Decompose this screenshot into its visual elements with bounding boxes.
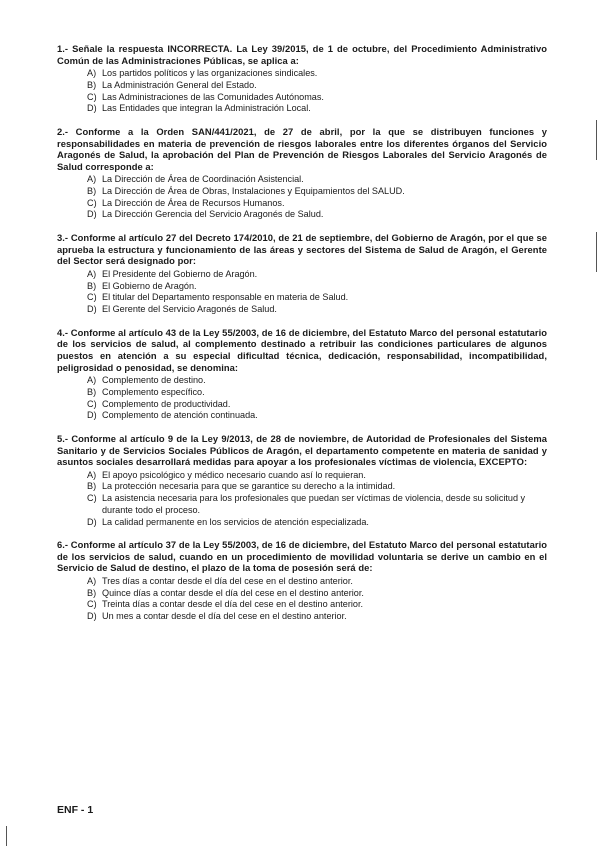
option-a: [87, 68, 547, 80]
option-c: [87, 292, 547, 304]
option-d: [87, 517, 547, 529]
option-text: Un mes a contar desde el día del cese en el destino anterior.: [102, 611, 347, 622]
option-c: [87, 493, 547, 516]
option-text: La Dirección de Área de Coordinación Asistencial.: [102, 174, 304, 185]
question-stem: 2.- Conforme a la Orden SAN/441/2021, de 27 de abril, por la que se distribuyen funciones y responsabilidades en materia de prevención de riesgos laborales entre los diferentes órganos del Servicio Aragonés de Salud, la aprobación del Plan de Prevención de Riesgos Laborales del Servicio Aragonés de Salud corresponde a:: [57, 126, 547, 172]
option-b: [87, 186, 547, 198]
option-letter: D): [87, 209, 97, 220]
option-text: Complemento de atención continuada.: [102, 410, 258, 421]
option-letter: B): [87, 587, 97, 598]
option-letter: B): [87, 386, 97, 397]
option-letter: C): [87, 493, 97, 504]
option-b: [87, 281, 547, 293]
question-2: [57, 126, 547, 221]
option-a: [87, 375, 547, 387]
question-stem: 4.- Conforme al artículo 43 de la Ley 55/2003, de 16 de diciembre, del Estatuto Marco del personal estatutario de los servicios de salud, al complemento destinado a retribuir las condiciones particulares de algunos puestos en atención a su especial dificultad técnica, dedicación, responsabilidad, incompatibilidad, peligrosidad o penosidad, se denomina:: [57, 326, 547, 373]
page-footer-code: ENF - 1: [57, 804, 94, 816]
question-stem: 6.- Conforme al artículo 37 de la Ley 55/2003, de 16 de diciembre, del Estatuto Marco del personal estatutario de los servicios de salud, cuando en un procedimiento de movilidad voluntaria se derive un cambio en el Servicio de Salud de destino, el plazo de la toma de posesión será de:: [57, 539, 547, 574]
option-d: [87, 611, 547, 623]
option-letter: A): [87, 268, 97, 279]
option-text: La Dirección de Área de Obras, Instalaciones y Equipamientos del SALUD.: [102, 186, 405, 197]
option-text: La calidad permanente en los servicios de atención especializada.: [102, 516, 369, 527]
option-text: La Dirección Gerencia del Servicio Aragonés de Salud.: [102, 209, 324, 220]
option-letter: A): [87, 174, 97, 185]
option-d: [87, 304, 547, 316]
option-b: [87, 80, 547, 92]
option-text: La Administración General del Estado.: [102, 79, 257, 90]
option-letter: B): [87, 79, 97, 90]
option-list: [57, 375, 547, 422]
option-a: [87, 174, 547, 186]
option-letter: B): [87, 481, 97, 492]
option-d: [87, 103, 547, 115]
option-letter: A): [87, 375, 97, 386]
option-letter: D): [87, 516, 97, 527]
option-text: La Dirección de Área de Recursos Humanos.: [102, 197, 285, 208]
question-list: [57, 43, 547, 634]
option-c: [87, 399, 547, 411]
option-text: Complemento de productividad.: [102, 398, 231, 409]
option-b: [87, 588, 547, 600]
option-b: [87, 481, 547, 493]
option-letter: C): [87, 398, 97, 409]
option-text: El apoyo psicológico y médico necesario cuando así lo requieran.: [102, 469, 366, 480]
option-text: La asistencia necesaria para los profesionales que puedan ser víctimas de violencia, desde su solicitud y durante todo el proceso.: [102, 493, 526, 515]
option-text: Treinta días a contar desde el día del cese en el destino anterior.: [102, 599, 364, 610]
option-letter: A): [87, 68, 97, 79]
option-text: El titular del Departamento responsable en materia de Salud.: [102, 292, 349, 303]
question-3: [57, 232, 547, 316]
question-1: [57, 43, 547, 115]
option-letter: D): [87, 304, 97, 315]
option-text: Los partidos políticos y las organizaciones sindicales.: [102, 68, 318, 79]
option-letter: C): [87, 197, 97, 208]
option-letter: A): [87, 576, 97, 587]
option-text: El Gerente del Servicio Aragonés de Salud.: [102, 304, 277, 315]
option-text: La protección necesaria para que se garantice su derecho a la intimidad.: [102, 481, 396, 492]
option-text: El Presidente del Gobierno de Aragón.: [102, 268, 258, 279]
option-d: [87, 209, 547, 221]
question-stem: 3.- Conforme al artículo 27 del Decreto 174/2010, de 21 de septiembre, del Gobierno de Aragón, por el que se aprueba la estructura y funcionamiento de las áreas y sectores del Sistema de Salud de Aragón, el Gerente del Sector será designado por:: [57, 232, 547, 267]
question-stem: 1.- Señale la respuesta INCORRECTA. La Ley 39/2015, de 1 de octubre, del Procedimiento Administrativo Común de las Administraciones Públicas, se aplica a:: [57, 43, 547, 66]
question-5: [57, 433, 547, 528]
option-list: [57, 470, 547, 529]
option-a: [87, 269, 547, 281]
option-letter: D): [87, 103, 97, 114]
option-letter: C): [87, 599, 97, 610]
option-letter: A): [87, 469, 97, 480]
option-list: [57, 174, 547, 221]
option-list: [57, 68, 547, 115]
option-letter: D): [87, 410, 97, 421]
option-letter: B): [87, 280, 97, 291]
option-list: [57, 269, 547, 316]
option-b: [87, 387, 547, 399]
scan-margin-mark: [596, 232, 597, 272]
option-a: [87, 470, 547, 482]
option-text: Quince días a contar desde el día del cese en el destino anterior.: [102, 587, 364, 598]
option-letter: C): [87, 292, 97, 303]
option-text: Las Entidades que integran la Administración Local.: [102, 103, 311, 114]
option-c: [87, 599, 547, 611]
option-letter: B): [87, 186, 97, 197]
question-4: [57, 327, 547, 422]
option-list: [57, 576, 547, 623]
option-c: [87, 92, 547, 104]
option-text: Complemento de destino.: [102, 375, 206, 386]
option-d: [87, 410, 547, 422]
option-c: [87, 198, 547, 210]
option-text: Complemento específico.: [102, 386, 205, 397]
option-text: Las Administraciones de las Comunidades Autónomas.: [102, 91, 324, 102]
question-stem: 5.- Conforme al artículo 9 de la Ley 9/2013, de 28 de noviembre, de Autoridad de Profesionales del Sistema Sanitario y de Servicios Sociales Públicos de Aragón, el departamento competente en materia de sanidad y asuntos sociales desarrollará medidas para apoyar a los profesionales víctimas de violencia, EXCEPTO:: [57, 432, 547, 468]
question-6: [57, 539, 547, 623]
option-text: El Gobierno de Aragón.: [102, 280, 197, 291]
scan-margin-mark: [6, 826, 7, 846]
option-letter: D): [87, 611, 97, 622]
option-letter: C): [87, 91, 97, 102]
scan-margin-mark: [596, 120, 597, 160]
option-text: Tres días a contar desde el día del cese en el destino anterior.: [102, 576, 353, 587]
option-a: [87, 576, 547, 588]
